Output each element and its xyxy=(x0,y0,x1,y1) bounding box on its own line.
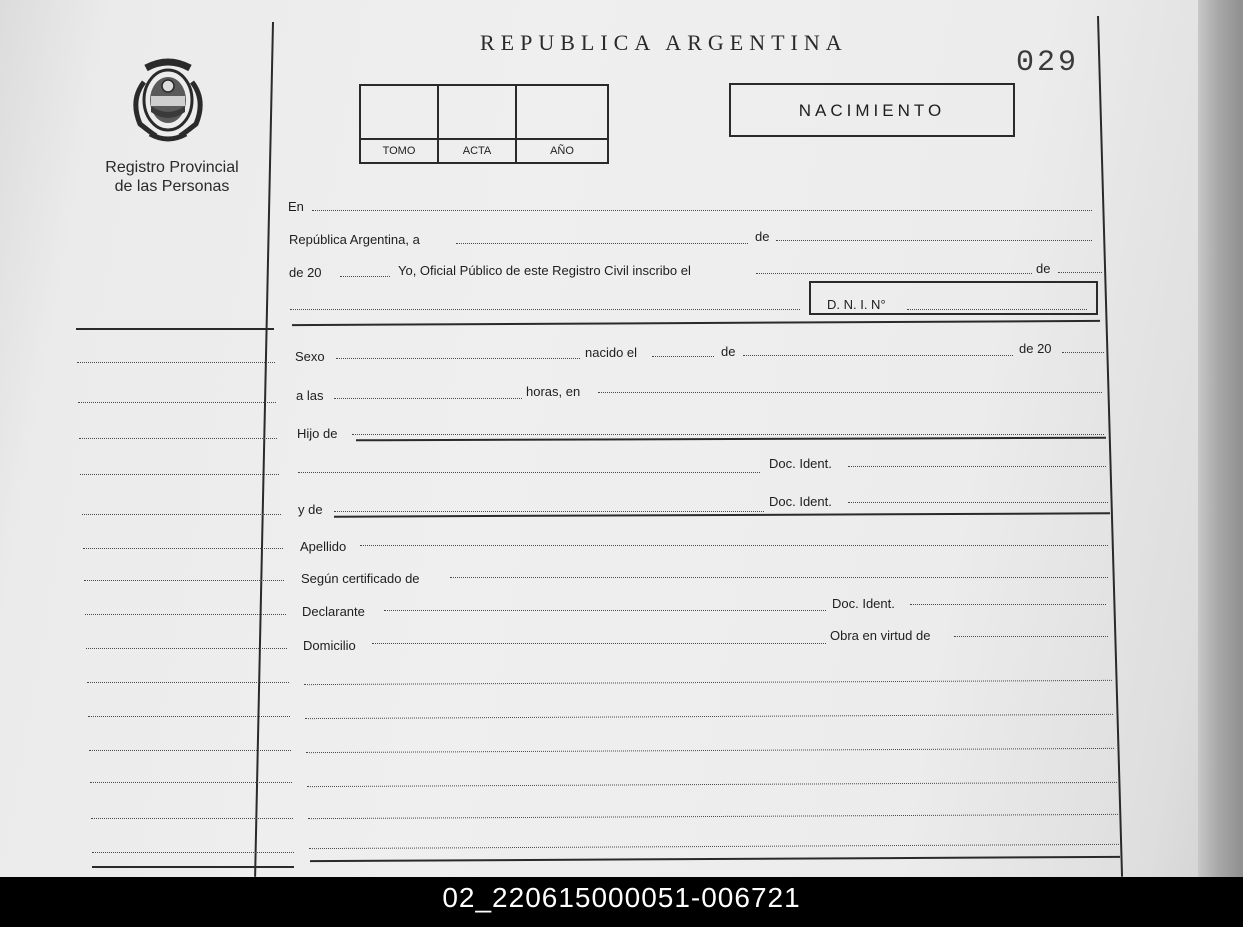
field-month[interactable] xyxy=(776,240,1092,241)
label-doc-ident-1: Doc. Ident. xyxy=(769,456,832,471)
file-code-caption: 02_220615000051-006721 xyxy=(442,882,801,913)
label-de-3: de xyxy=(721,344,736,359)
field-birth-day[interactable] xyxy=(652,356,714,357)
label-segun-certificado: Según certificado de xyxy=(301,571,420,586)
label-a-las: a las xyxy=(296,388,324,403)
page-edge-shadow xyxy=(1198,0,1243,877)
label-de-20-b: de 20 xyxy=(1019,341,1052,356)
field-father-extra[interactable] xyxy=(298,472,760,473)
label-domicilio: Domicilio xyxy=(303,638,356,653)
margin-notes-bottom-rule xyxy=(92,866,294,868)
registry-boxes xyxy=(359,84,609,164)
serial-number: 029 xyxy=(1016,46,1080,80)
section-divider-bottom xyxy=(310,856,1120,862)
field-declarante[interactable] xyxy=(384,610,826,611)
label-doc-ident-2: Doc. Ident. xyxy=(769,494,832,509)
left-margin-rule xyxy=(254,22,274,877)
field-mother[interactable] xyxy=(334,511,764,512)
margin-note-line[interactable] xyxy=(84,580,284,581)
field-inscription-month[interactable] xyxy=(1058,272,1102,273)
section-divider-1 xyxy=(292,320,1100,326)
registry-box-captions xyxy=(361,138,607,162)
label-yo-oficial: Yo, Oficial Público de este Registro Civil inscribo el xyxy=(398,263,691,278)
margin-notes-top-rule xyxy=(76,328,274,330)
field-inscription-date[interactable] xyxy=(756,273,1032,274)
field-name[interactable] xyxy=(290,309,800,310)
label-declarante: Declarante xyxy=(302,604,365,619)
field-day[interactable] xyxy=(456,243,748,244)
label-de-20: de 20 xyxy=(289,265,322,280)
label-republica: República Argentina, a xyxy=(289,232,420,247)
ano-caption: AÑO xyxy=(550,145,574,157)
page-title: REPUBLICA ARGENTINA xyxy=(480,30,848,55)
field-father-doc[interactable] xyxy=(848,466,1106,467)
margin-note-line[interactable] xyxy=(92,852,294,853)
tomo-cell[interactable] xyxy=(361,86,439,138)
acta-cell[interactable] xyxy=(439,86,517,138)
act-type-box: NACIMIENTO xyxy=(729,83,1015,137)
registry-name-line2: de las Personas xyxy=(114,178,230,195)
label-de-1: de xyxy=(755,229,770,244)
field-sexo[interactable] xyxy=(336,358,580,359)
remarks-line[interactable] xyxy=(306,748,1114,753)
field-dni[interactable] xyxy=(907,309,1087,310)
label-horas-en: horas, en xyxy=(526,384,581,399)
margin-note-line[interactable] xyxy=(82,514,281,515)
field-hour[interactable] xyxy=(334,398,522,399)
label-doc-ident-3: Doc. Ident. xyxy=(832,596,895,611)
label-apellido: Apellido xyxy=(300,539,347,554)
field-domicilio[interactable] xyxy=(372,643,826,644)
mother-underline xyxy=(334,512,1110,517)
margin-note-line[interactable] xyxy=(88,716,290,717)
label-obra-en-virtud: Obra en virtud de xyxy=(830,628,931,643)
field-declarante-doc[interactable] xyxy=(910,604,1106,605)
registry-name-line1: Registro Provincial xyxy=(105,159,239,176)
dni-box xyxy=(809,281,1098,315)
label-y-de: y de xyxy=(298,502,323,517)
label-sexo: Sexo xyxy=(295,349,325,364)
field-father[interactable] xyxy=(352,434,1104,435)
remarks-line[interactable] xyxy=(304,680,1112,685)
label-en: En xyxy=(288,199,304,214)
field-en[interactable] xyxy=(312,210,1092,211)
margin-note-line[interactable] xyxy=(77,362,275,363)
margin-note-line[interactable] xyxy=(83,548,283,549)
label-nacido-el: nacido el xyxy=(585,345,638,360)
margin-note-line[interactable] xyxy=(80,474,279,475)
field-obra-en-virtud[interactable] xyxy=(954,636,1108,637)
remarks-line[interactable] xyxy=(309,844,1119,849)
label-hijo-de: Hijo de xyxy=(297,426,338,441)
field-mother-doc[interactable] xyxy=(848,502,1108,503)
field-birth-place[interactable] xyxy=(598,392,1102,393)
registry-name xyxy=(82,158,262,196)
field-apellido[interactable] xyxy=(360,545,1108,546)
margin-note-line[interactable] xyxy=(87,682,289,683)
label-dni: D. N. I. N° xyxy=(827,297,886,312)
margin-note-line[interactable] xyxy=(90,782,292,783)
field-year[interactable] xyxy=(340,276,390,277)
margin-note-line[interactable] xyxy=(85,614,286,615)
margin-note-line[interactable] xyxy=(91,818,293,819)
remarks-line[interactable] xyxy=(308,814,1118,819)
margin-note-line[interactable] xyxy=(89,750,291,751)
margin-note-line[interactable] xyxy=(86,648,287,649)
remarks-line[interactable] xyxy=(305,714,1113,719)
margin-note-line[interactable] xyxy=(78,402,276,403)
provincial-seal-emblem xyxy=(120,52,216,144)
field-birth-month[interactable] xyxy=(743,355,1013,356)
margin-note-line[interactable] xyxy=(79,438,277,439)
tomo-caption: TOMO xyxy=(382,145,416,157)
remarks-line[interactable] xyxy=(307,782,1117,787)
field-certificate[interactable] xyxy=(450,577,1108,578)
father-underline xyxy=(356,437,1106,442)
acta-caption: ACTA xyxy=(462,145,492,157)
label-de-2: de xyxy=(1036,261,1051,276)
field-birth-year[interactable] xyxy=(1062,352,1104,353)
